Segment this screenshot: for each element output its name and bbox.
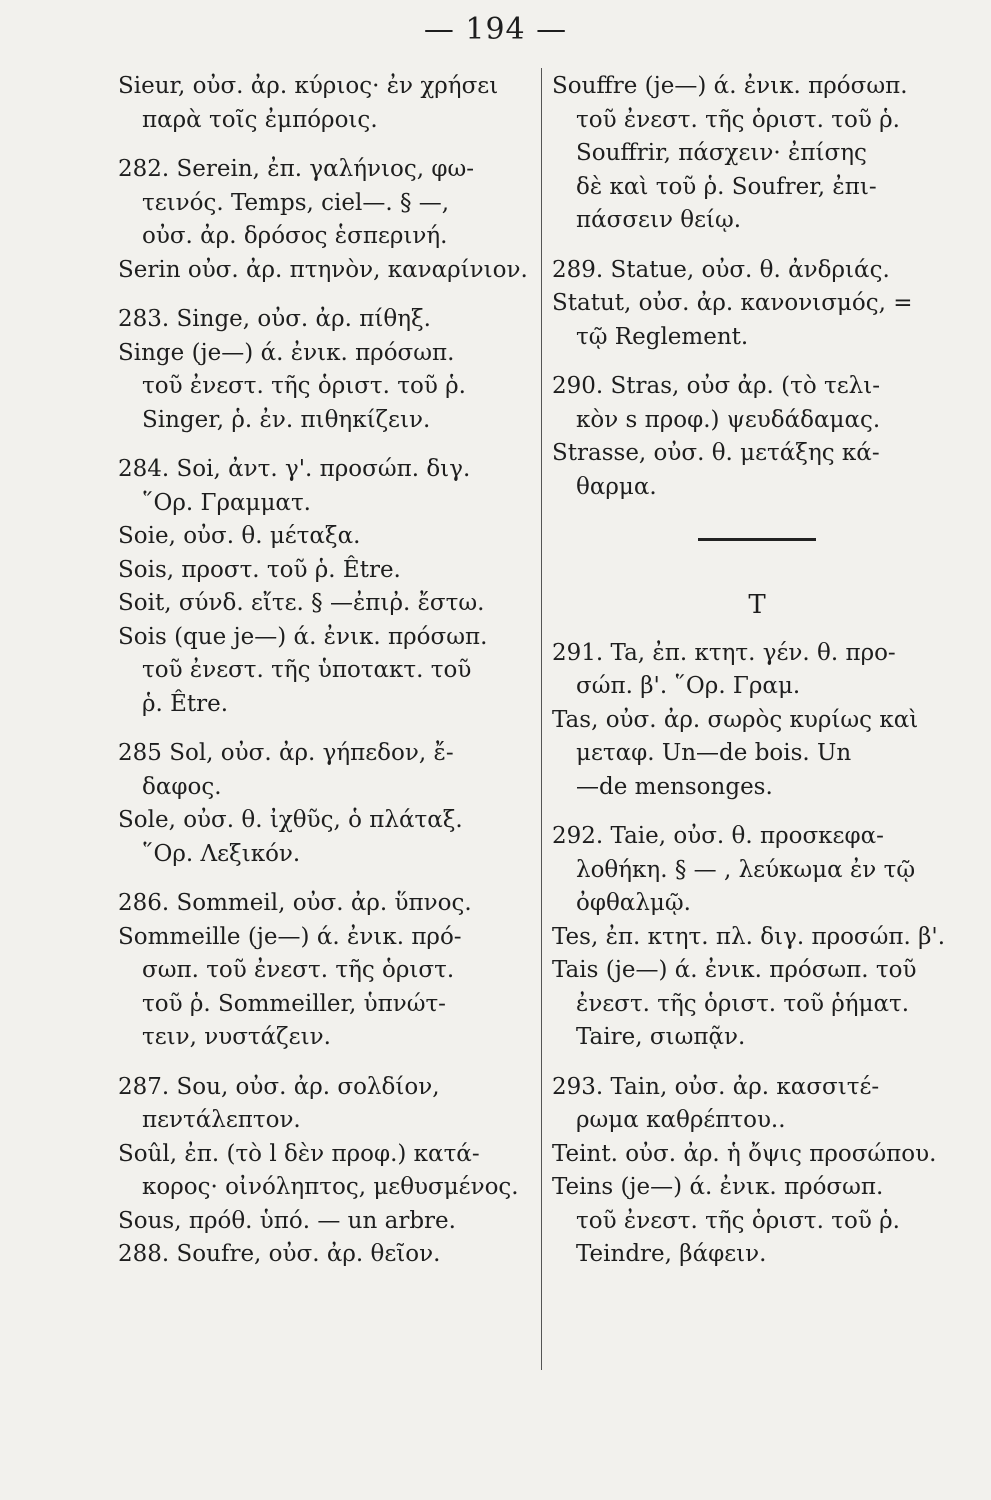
dictionary-entry (552, 1171, 962, 1272)
entry-line: 288. Soufre, οὐσ. ἀρ. θεῖον. (118, 1241, 441, 1267)
entry-line: τοῦ ἐνεστ. τῆς ὁριστ. τοῦ ῥ. (142, 373, 466, 399)
entry-line: 283. Singe, οὐσ. ἀρ. πίθηξ. (118, 306, 431, 332)
entry-line: Teint. οὐσ. ἀρ. ἡ ὄψις προσώπου. (552, 1140, 937, 1167)
entry-line: Strasse, οὐσ. θ. μετάξης κά- (552, 440, 880, 466)
entry-line: Sois, προστ. τοῦ ῥ. Être. (118, 556, 401, 583)
entry-line: τεινός. Temps, ciel—. § —, (142, 189, 450, 216)
right-column-top (552, 70, 962, 504)
entry-line: σώπ. β'. ῞Ορ. Γραμ. (576, 673, 801, 699)
entry-line: Souffre (je—) ά. ἐνικ. πρόσωπ. (552, 73, 908, 99)
dictionary-entry (552, 921, 962, 955)
dictionary-entry (118, 1205, 536, 1239)
dictionary-entry (552, 637, 962, 704)
dictionary-entry (118, 1138, 536, 1205)
entry-line: Statut, οὐσ. ἀρ. κανονισμός, = (552, 290, 913, 316)
entry-line: ῞Ορ. Γραμματ. (142, 489, 311, 516)
entry-line: 287. Sou, οὐσ. ἀρ. σολδίον, (118, 1073, 440, 1100)
entry-line: ῥ. Être. (142, 690, 229, 717)
entry-line: 282. Serein, ἐπ. γαλήνιος, φω- (118, 156, 474, 182)
dictionary-entry (552, 254, 962, 288)
dictionary-entry (552, 820, 962, 921)
dictionary-entry (118, 303, 536, 337)
entry-line: Sous, πρόθ. ὑπό. — un arbre. (118, 1207, 456, 1234)
entry-line: ῞Ορ. Λεξικόν. (142, 840, 301, 867)
right-column (552, 70, 962, 1272)
dictionary-entry (552, 1138, 962, 1172)
page-number: — 194 — (423, 12, 568, 47)
entry-line: μεταφ. Un—de bois. Un (576, 740, 852, 766)
entry-line: παρὰ τοῖς ἐμπόροις. (142, 106, 378, 133)
entry-line: σωπ. τοῦ ἐνεστ. τῆς ὁριστ. (142, 957, 455, 983)
entry-line: Sieur, οὐσ. ἀρ. κύριος· ἐν χρήσει (118, 73, 499, 99)
left-column (118, 70, 536, 1272)
dictionary-entry (552, 437, 962, 504)
entry-line: τοῦ ἐνεστ. τῆς ὑποτακτ. τοῦ (142, 657, 472, 683)
entry-line: 293. Tain, οὐσ. ἀρ. κασσιτέ- (552, 1073, 880, 1100)
entry-line: Taire, σιωπᾷν. (576, 1024, 746, 1050)
entry-line: Sommeille (je—) ά. ἐνικ. πρό- (118, 923, 462, 950)
entry-line: Teindre, βάφειν. (576, 1241, 767, 1267)
column-divider (541, 68, 542, 1370)
entry-line: τοῦ ἐνεστ. τῆς ὁριστ. τοῦ ῥ. (576, 1207, 900, 1234)
entry-line: Tes, ἐπ. κτητ. πλ. διγ. προσώπ. β'. (552, 923, 946, 950)
dictionary-entry (118, 520, 536, 554)
entry-line: 292. Taie, οὐσ. θ. προσκεφα- (552, 823, 884, 849)
entry-line: πεντάλεπτον. (142, 1107, 301, 1133)
entry-line: τειν, νυστάζειν. (142, 1024, 331, 1050)
dictionary-entry (118, 621, 536, 722)
entry-line: οὐσ. ἀρ. δρόσος ἑσπερινή. (142, 223, 448, 249)
entry-line: Singe (je—) ά. ἐνικ. πρόσωπ. (118, 339, 455, 366)
dictionary-entry (552, 287, 962, 354)
dictionary-entry (118, 1071, 536, 1138)
entry-line: 290. Stras, οὐσ ἀρ. (τὸ τελι- (552, 373, 881, 399)
entry-line: ὀφθαλμῷ. (576, 890, 691, 916)
entry-line: 289. Statue, οὐσ. θ. ἀνδριάς. (552, 256, 890, 283)
dictionary-entry (552, 954, 962, 1055)
dictionary-entry (118, 153, 536, 254)
entry-line: 285 Sol, οὐσ. ἀρ. γήπεδον, ἔ- (118, 740, 454, 766)
entry-line: ἐνεστ. τῆς ὁριστ. τοῦ ῥήματ. (576, 990, 910, 1017)
dictionary-entry (118, 554, 536, 588)
dictionary-entry (552, 370, 962, 437)
dictionary-entry (118, 587, 536, 621)
entry-line: πάσσειν θείῳ. (576, 207, 742, 233)
entry-line: τῷ Reglement. (576, 323, 749, 350)
entry-line: Sole, οὐσ. θ. ἰχθῦς, ὁ πλάταξ. (118, 807, 463, 833)
entry-line: κορος· οἰνόληπτος, μεθυσμένος. (142, 1174, 519, 1200)
dictionary-entry (118, 921, 536, 1055)
entry-line: δὲ καὶ τοῦ ῥ. Soufrer, ἐπι- (576, 173, 877, 200)
dictionary-entry (552, 70, 962, 238)
entry-line: κὸν s προφ.) ψευδάδαμας. (576, 406, 881, 433)
dictionary-entry (552, 704, 962, 805)
entry-line: Soie, οὐσ. θ. μέταξα. (118, 523, 361, 549)
entry-line: ρωμα καθρέπτου.. (576, 1107, 786, 1133)
entry-line: —de mensonges. (576, 773, 773, 800)
dictionary-entry (118, 887, 536, 921)
entry-line: 286. Sommeil, οὐσ. ἀρ. ὕπνος. (118, 890, 472, 916)
dictionary-entry (552, 1071, 962, 1138)
dictionary-entry (118, 453, 536, 520)
entry-line: Sois (que je—) ά. ἐνικ. πρόσωπ. (118, 623, 488, 650)
dictionary-entry (118, 737, 536, 804)
entry-line: τοῦ ἐνεστ. τῆς ὁριστ. τοῦ ῥ. (576, 106, 900, 133)
entry-line: Tas, οὐσ. ἀρ. σωρὸς κυρίως καὶ (552, 706, 919, 733)
entry-line: θαρμα. (576, 473, 657, 500)
entry-line: 284. Soi, ἀντ. γ'. προσώπ. διγ. (118, 456, 471, 482)
dictionary-entry (118, 804, 536, 871)
entry-line: λοθήκη. § — , λεύκωμα ἐν τῷ (576, 856, 916, 883)
entry-line: 291. Ta, ἐπ. κτητ. γέν. θ. προ- (552, 639, 896, 666)
entry-line: Souffrir, πάσχειν· ἐπίσης (576, 140, 867, 166)
entry-line: Tais (je—) ά. ἐνικ. πρόσωπ. τοῦ (552, 957, 917, 983)
entry-line: Soûl, ἐπ. (τὸ l δὲν προφ.) κατά- (118, 1140, 480, 1167)
entry-line: Teins (je—) ά. ἐνικ. πρόσωπ. (552, 1174, 884, 1200)
entry-line: Singer, ῥ. ἐν. πιθηκίζειν. (142, 406, 431, 433)
dictionary-entry (118, 254, 536, 288)
dictionary-entry (118, 337, 536, 438)
dictionary-entry (118, 1238, 536, 1272)
entry-line: τοῦ ῥ. Sommeiller, ὑπνώτ- (142, 990, 446, 1017)
entry-line: δαφος. (142, 773, 222, 800)
dictionary-entry (118, 70, 536, 137)
entry-line: Serin οὐσ. ἀρ. πτηνὸν, καναρίνιον. (118, 256, 528, 283)
section-letter: T (748, 590, 766, 620)
entry-line: Soit, σύνδ. εἴτε. § —ἐπιῤ. ἔστω. (118, 590, 485, 616)
right-column-bottom (552, 637, 962, 1272)
section-rule (698, 538, 816, 541)
